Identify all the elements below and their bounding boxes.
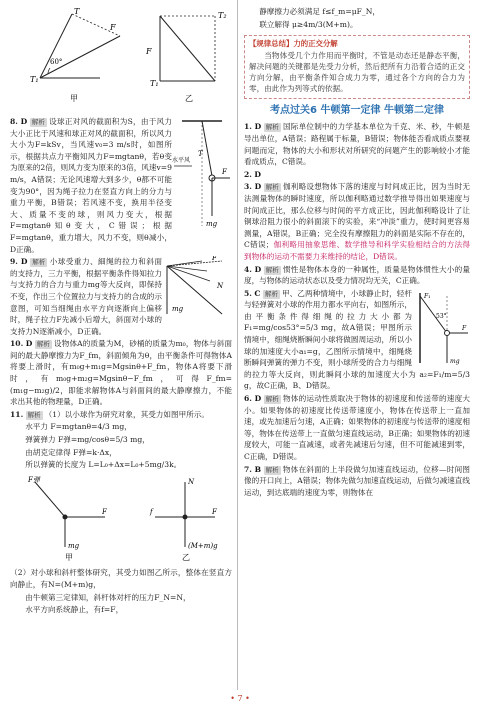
r5-figure bbox=[412, 288, 470, 368]
q11-figure-yi bbox=[149, 478, 218, 562]
right-column: 静摩擦力必须满足 f≤f_m=μF_N， 联立解得 μ≥4m/3(M+m)。 【规律总结】力的正交分解 当物体受几个力作用而平衡时，不管是动态还是静态平衡，解决问题的关键都是先受力分析，然后把所有力沿着合适的正交方向分解，由平衡条件知合成力为零，通过各个方向的合力为零，由此作为列等式的依据。 考点过关6 牛顿第一定律 牛顿第二定律 1. D 解析 国际单位制中的力学基本单位为千克、米、秒，牛顿是导出单位，A错误；路程属于标量，B错误；物体能否看成质点要视问题而定，物体的大小和形状对所研究的问题产生的影响较小才能看成质点，C错误。 2. D 3. D 解析 伽利略设想物体下落的速度与时间成正比，因为当时无法测量物体的瞬时速度，所以伽利略通过数学推导得出如果速度与时间成正比，那么位移与时间的平方成正比，因此伽利略设计了让铜球沿阻力很小的斜面滚下的实验，来“冲淡”重力，使时间更容易测量，A错误，B正确；完全没有摩擦阻力的斜面是实际不存在的，C错误；伽利略用抽象思维、数学推导和科学实验相结合的方法得到物体的运动不需要力来维持的结论，D错误。 4. D 解析 惯性是物体本身的一种属性，质量是物体惯性大小的量度，与物体的运动状态以及受力情况均无关，C正确。 F₁ 53° F mg 5. C 解析 甲、乙两种情境中，小球静止时，轻杆与轻弹簧对小球的作用力都水平向右，如图所示，由平衡条件得细绳的拉力大小都为 F₁=mg/cos53°=5/3 mg，故A错误；甲图所示情境中，细绳烧断瞬间小球将做圆周运动，所以小球的加速度大小a₁=g，乙图所示情境中，细绳烧断瞬间弹簧的弹力不变，则小球所受的合力与细绳的拉力等大反向，则此瞬间小球的加速度大小为 a₂=F₁/m=5/3 g，故C正确，B、D错误。 6. D 解析 物体的运动性质取决于物体的初速度和传送带的速度大小。如果物体的初速度比传送带速度小，物体在传送带上一直加速，或先加速后匀速，A正确；如果物体的初速度与传送带的速度相等，物体在传送带上一直做匀速直线运动，B正确；如果物体的初速度较大，可能一直减速，或者先减速后匀速，但不可能减速到零，C正确，D错误。 7. B 解析 物体在斜面的上半段做匀加速直线运动，位移—时间图像的开口向上，A错误；物体先做匀加速直线运动，后做匀减速直线运动，到达底端的速度为零，则物体在 bbox=[244, 7, 471, 497]
svg-text:T: T bbox=[74, 7, 80, 16]
svg-text:水平风: 水平风 bbox=[172, 157, 191, 164]
diagram-yi bbox=[145, 11, 227, 103]
svg-text:F₁: F₁ bbox=[424, 292, 431, 300]
top-force-diagrams bbox=[10, 6, 232, 116]
r-question-1: 1. D 解析 国际单位制中的力学基本单位为千克、米、秒，牛顿是导出单位，A错误；路程属于标量，B错误；物体能否看成质点要视问题而定，物体的大小和形状对所研究的问题产生的影响较小才能看成质点，C错误。 bbox=[244, 122, 470, 167]
svg-text:f: f bbox=[150, 507, 153, 516]
svg-text:mg: mg bbox=[450, 357, 460, 365]
svg-text:F: F bbox=[462, 324, 467, 332]
svg-text:mg: mg bbox=[68, 541, 80, 550]
svg-text:T₁: T₁ bbox=[30, 75, 39, 84]
svg-text:mg: mg bbox=[172, 305, 184, 314]
r-question-5: F₁ 53° F mg 5. C 解析 甲、乙两种情境中，小球静止时，轻杆与轻弹簧对小球的作用力都水平向右，如图所示，由平衡条件得细绳的拉力大小都为 F₁=mg/cos53°=5/3 mg，故A错误；甲图所示情境中，细绳烧断瞬间小球将做圆周运动，所以小球的加速度大小a₁=g，乙图所示情境中，细绳烧断瞬间弹簧的弹力不变，则小球所受的合力与细绳的拉力等大反向，则此瞬间小球的加速度大小为 a₂=F₁/m=5/3 g，故C正确，B、D错误。 bbox=[244, 288, 470, 391]
q9-text: 小球受重力、細绳的拉力和斜面的支持力，三力平衡，根据平衡条件得知拉力与支持力的合力与重力mg等大反向，即保持不变，作出三个位置拉力与支持力的合成的示意图，可知当细绳由水平方向逐渐向上偏移时，绳子拉力F先减小后增大，斜面对小球的支持力N逐渐减小，D正确。 bbox=[10, 257, 162, 336]
triangle-force-figure bbox=[162, 256, 232, 318]
summary-heading: 【规律总结】力的正交分解 bbox=[249, 39, 338, 49]
question-11: 11. 解析 （1）以小球作为研究对象，其受力如图甲所示。 水平力 F=mgtanθ=4/3 mg， 弹簧弹力 F弹=mg/cosθ=5/3 mg， 由胡克定律得 F弹=k·Δx， 所以弹簧的长度为 L=L₀+Δx=L₀+5mg/3k。 F弹 F mg 甲 N f F (M+m)g 乙 （2）对小球和斜杆整体研究，其受力如图乙所示，整体在竖直方向静止，有N=(M+m)g， 由牛顿第三定律知，斜杆体对杆的压力F_N=N， 水平方向系统静止，有f=F， bbox=[10, 409, 232, 615]
svg-text:F: F bbox=[212, 256, 217, 263]
force-diagram-svg bbox=[10, 6, 232, 106]
section-heading: 考点过关6 牛顿第一定律 牛顿第二定律 bbox=[270, 104, 444, 116]
svg-text:F: F bbox=[110, 23, 116, 32]
svg-text:60°: 60° bbox=[50, 58, 63, 66]
svg-text:(M+m)g: (M+m)g bbox=[188, 541, 218, 550]
svg-text:T₁: T₁ bbox=[150, 79, 159, 88]
q8-text: 设球正对风的截面积为S，由于风力大小正比于风速和球正对风的截面积，所以风力大小为F=kSv，当风速v₀=3 m/s时，如图所示，根据共点力平衡知风力F=mgtanθ，若θ变为原来的2倍，则风力变为原来的3倍，风速v=9 m/s，A错误；无论风速增大到多少，θ都不可能变为90°，因为绳子拉力在竖直方向上的分力与重力平衡，B错误；若风速不变，换用半径变大、质量不变的球，则风力变大，根据F=mgtanθ知θ变大，C错误；根据F=mgtanθ，重力增大，风力不变，则θ减小，D正确。 bbox=[10, 117, 172, 254]
q11-figure-jia bbox=[27, 476, 108, 562]
column-divider bbox=[237, 0, 238, 690]
diagram-jia bbox=[30, 7, 120, 103]
svg-text:乙: 乙 bbox=[182, 552, 190, 562]
caption-yi: 乙 bbox=[185, 94, 193, 103]
svg-text:F: F bbox=[222, 168, 227, 176]
q10-text: 设物体A的质量为M，砂桶的质量为m₀，物体与斜面间的最大静摩擦力为F_fm，斜面倾角为θ，由平衡条件可得物体A将要上滑时，有m₀g+m₁g=Mgsinθ+F_fm，物体A将要下滑时，有m₀g+m₂g=Mgsinθ−F_fm，可得F_fm=(m₁g−m₂g)/2，即能求解物体A与斜面间的最大静摩擦力，不能求出其他的物理量，D正确。 bbox=[10, 339, 232, 407]
caption-jia: 甲 bbox=[70, 94, 78, 103]
question-9: F N mg 9. D 解析 小球受重力、細绳的拉力和斜面的支持力，三力平衡，根据平衡条件得知拉力与支持力的合力与重力mg等大反向，即保持不变，作出三个位置拉力与支持力的合成的示意图，可知当细绳由水平方向逐渐向上偏移时，绳子拉力F先减小后增大，斜面对小球的支持力N逐渐减小，D正确。 bbox=[10, 256, 232, 337]
r-question-6: 6. D 解析 物体的运动性质取决于物体的初速度和传送带的速度大小。如果物体的初速度比传送带速度小，物体在传送带上一直加速，或先加速后匀速，A正确；如果物体的初速度与传送带的速度相等，物体在传送带上一直做匀速直线运动，B正确；如果物体的初速度较大，可能一直减速，或者先减速后匀速，但不可能减速到零，C正确，D错误。 bbox=[244, 394, 470, 461]
svg-text:N: N bbox=[217, 282, 224, 291]
svg-text:甲: 甲 bbox=[65, 552, 73, 562]
svg-text:F: F bbox=[102, 507, 107, 516]
page-number: • 7 • bbox=[230, 694, 250, 704]
r-question-2: 2. D bbox=[244, 169, 261, 179]
r-question-3: 3. D 解析 伽利略设想物体下落的速度与时间成正比，因为当时无法测量物体的瞬时速度，所以伽利略通过数学推导得出如果速度与时间成正比，那么位移与时间的平方成正比，因此伽利略设计了让铜球沿阻力很小的斜面滚下的实验，来“冲淡”重力，使时间更容易测量，A错误，B正确；完全没有摩擦阻力的斜面是实际不存在的，C错误；伽利略用抽象思维、数学推导和科学实验相结合的方法得到物体的运动不需要力来维持的结论，D错误。 bbox=[244, 182, 470, 261]
q11-figures bbox=[10, 472, 232, 564]
r-question-7: 7. B 解析 物体在斜面的上半段做匀加速直线运动，位移—时间图像的开口向上，A错误；物体先做匀加速直线运动，后做匀减速直线运动，到达底端的速度为零，则物体在 bbox=[244, 464, 471, 497]
svg-text:mg: mg bbox=[206, 220, 218, 228]
svg-text:T₂: T₂ bbox=[218, 11, 227, 20]
svg-text:F弹: F弹 bbox=[28, 475, 40, 484]
svg-text:N: N bbox=[188, 477, 195, 486]
svg-text:F: F bbox=[212, 507, 217, 516]
left-column bbox=[10, 6, 232, 617]
svg-text:F: F bbox=[146, 47, 152, 56]
r-question-4: 4. D 解析 惯性是物体本身的一种属性，质量是物体惯性大小的量度，与物体的运动状态以及受力情况均无关，C正确。 bbox=[244, 264, 470, 286]
svg-text:T: T bbox=[198, 150, 203, 158]
question-8: 水平风 F T mg 8. D 解析 设球正对风的截面积为S，由于风力大小正比于风速和球正对风的截面积，所以风力大小为F=kSv，当风速v₀=3 m/s时，如图所示，根据共点力平衡知风力F=mgtanθ，若θ变为原来的2倍，则风力变为原来的3倍，风速v=9 m/s，A错误；无论风速增大到多少，θ都不可能变为90°，因为绳子拉力在竖直方向上的分力与重力平衡，B错误；若风速不变，换用半径变大、质量不变的球，则风力变大，根据F=mgtanθ知θ变大，C错误；根据F=mgtanθ，重力增大，风力不变，则θ减小，D正确。 bbox=[10, 116, 232, 255]
svg-text:53°: 53° bbox=[436, 312, 447, 320]
question-10: 10. D 解析 设物体A的质量为M，砂桶的质量为m₀，物体与斜面间的最大静摩擦力为F_fm，斜面倾角为θ，由平衡条件可得物体A将要上滑时，有m₀g+m₁g=Mgsinθ+F_fm，物体A将要下滑时，有m₀g+m₂g=Mgsinθ−F_fm，可得F_fm=(m₁g−m₂g)/2，即能求解物体A与斜面间的最大静摩擦力，不能求出其他的物理量，D正确。 bbox=[10, 339, 232, 407]
wind-ball-figure bbox=[172, 116, 232, 236]
summary-box bbox=[244, 35, 470, 99]
summary-text: 当物体受几个力作用而平衡时，不管是动态还是静态平衡，解决问题的关键都是先受力分析，然后把所有力沿着合适的正交方向分解，由平衡条件知合成力为零，通过各个方向的合力为零，由此作为列等式的依据。 bbox=[249, 50, 465, 93]
